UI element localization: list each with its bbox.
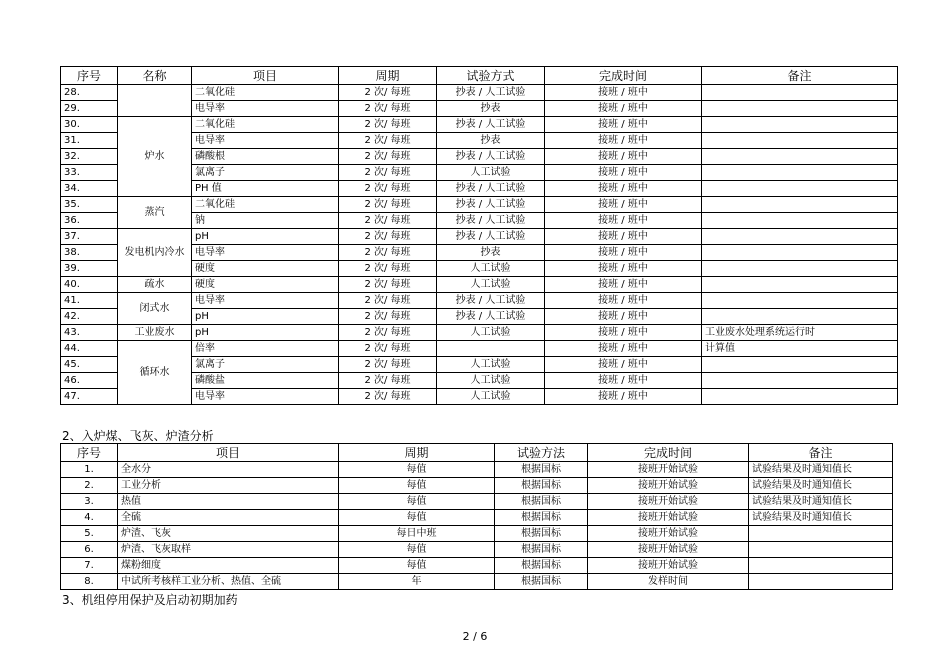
row-method: 人工试验 (437, 165, 545, 181)
row-time: 接班开始试验 (588, 526, 749, 542)
row-item: 钠 (192, 213, 339, 229)
row-number: 2. (61, 478, 118, 494)
header-cell: 备注 (749, 444, 893, 462)
row-time: 接班 / 班中 (545, 149, 702, 165)
row-note: 计算值 (702, 341, 898, 357)
table-row (61, 510, 893, 526)
row-period: 2 次/ 每班 (339, 117, 437, 133)
row-item: pH (192, 325, 339, 341)
row-method: 抄表 / 人工试验 (437, 181, 545, 197)
row-period: 2 次/ 每班 (339, 181, 437, 197)
row-item: 二氧化硅 (192, 117, 339, 133)
row-period: 2 次/ 每班 (339, 229, 437, 245)
row-note (702, 181, 898, 197)
row-method: 根据国标 (495, 526, 588, 542)
row-number: 3. (61, 494, 118, 510)
row-number: 5. (61, 526, 118, 542)
header-cell: 项目 (118, 444, 339, 462)
row-item: 二氧化硅 (192, 85, 339, 101)
row-item: 热值 (118, 494, 339, 510)
row-time: 发样时间 (588, 574, 749, 590)
header-cell: 项目 (192, 67, 339, 85)
table-row (61, 542, 893, 558)
page-number: 2 / 6 (462, 630, 488, 643)
row-period: 每值 (339, 462, 495, 478)
row-number: 4. (61, 510, 118, 526)
row-note (702, 373, 898, 389)
row-time: 接班 / 班中 (545, 309, 702, 325)
row-number: 42. (61, 309, 118, 325)
row-item: 磷酸盐 (192, 373, 339, 389)
row-note (749, 574, 893, 590)
row-note (749, 558, 893, 574)
header-cell: 序号 (61, 444, 118, 462)
row-number: 33. (61, 165, 118, 181)
row-item: 硬度 (192, 261, 339, 277)
row-period: 2 次/ 每班 (339, 213, 437, 229)
row-time: 接班 / 班中 (545, 245, 702, 261)
row-note (702, 197, 898, 213)
row-method: 抄表 / 人工试验 (437, 149, 545, 165)
row-time: 接班开始试验 (588, 542, 749, 558)
row-number: 8. (61, 574, 118, 590)
row-item: 二氧化硅 (192, 197, 339, 213)
row-period: 2 次/ 每班 (339, 85, 437, 101)
row-method: 根据国标 (495, 510, 588, 526)
row-note (702, 261, 898, 277)
row-item: 电导率 (192, 293, 339, 309)
row-time: 接班 / 班中 (545, 85, 702, 101)
row-number: 40. (61, 277, 118, 293)
row-time: 接班 / 班中 (545, 277, 702, 293)
row-note (702, 117, 898, 133)
row-item: 氯离子 (192, 165, 339, 181)
row-time: 接班 / 班中 (545, 341, 702, 357)
row-number: 39. (61, 261, 118, 277)
row-period: 2 次/ 每班 (339, 101, 437, 117)
row-note (702, 357, 898, 373)
row-item: 工业分析 (118, 478, 339, 494)
row-name: 发电机内冷水 (118, 229, 192, 277)
table-header-row (61, 67, 898, 85)
row-note (702, 213, 898, 229)
row-name: 工业废水 (118, 325, 192, 341)
table-row (61, 494, 893, 510)
row-period: 2 次/ 每班 (339, 277, 437, 293)
table-row (61, 85, 898, 101)
row-number: 44. (61, 341, 118, 357)
row-number: 30. (61, 117, 118, 133)
table-header-row (61, 444, 893, 462)
row-method: 人工试验 (437, 325, 545, 341)
row-item: 倍率 (192, 341, 339, 357)
row-method: 抄表 (437, 133, 545, 149)
row-number: 38. (61, 245, 118, 261)
row-time: 接班 / 班中 (545, 133, 702, 149)
table-row (61, 325, 898, 341)
row-method (437, 341, 545, 357)
row-period: 2 次/ 每班 (339, 245, 437, 261)
row-note: 试验结果及时通知值长 (749, 494, 893, 510)
row-period: 2 次/ 每班 (339, 293, 437, 309)
row-note (749, 542, 893, 558)
row-period: 2 次/ 每班 (339, 165, 437, 181)
row-period: 2 次/ 每班 (339, 325, 437, 341)
row-time: 接班 / 班中 (545, 261, 702, 277)
table-row (61, 197, 898, 213)
row-time: 接班 / 班中 (545, 117, 702, 133)
section-2-heading: 2、入炉煤、飞灰、炉渣分析 (62, 429, 214, 443)
row-note (702, 133, 898, 149)
row-method: 根据国标 (495, 494, 588, 510)
row-item: pH (192, 229, 339, 245)
row-item: 煤粉细度 (118, 558, 339, 574)
header-cell: 周期 (339, 67, 437, 85)
row-period: 2 次/ 每班 (339, 389, 437, 405)
row-period: 每值 (339, 558, 495, 574)
row-note: 试验结果及时通知值长 (749, 510, 893, 526)
row-period: 每值 (339, 510, 495, 526)
row-time: 接班 / 班中 (545, 101, 702, 117)
row-method: 抄表 / 人工试验 (437, 229, 545, 245)
row-name: 闭式水 (118, 293, 192, 325)
row-time: 接班开始试验 (588, 558, 749, 574)
row-period: 每值 (339, 478, 495, 494)
row-method: 抄表 / 人工试验 (437, 85, 545, 101)
row-number: 46. (61, 373, 118, 389)
row-number: 45. (61, 357, 118, 373)
row-method: 人工试验 (437, 277, 545, 293)
row-method: 抄表 / 人工试验 (437, 213, 545, 229)
row-item: 全水分 (118, 462, 339, 478)
row-period: 2 次/ 每班 (339, 133, 437, 149)
row-number: 47. (61, 389, 118, 405)
row-note (702, 277, 898, 293)
water-quality-table (60, 66, 898, 405)
row-time: 接班 / 班中 (545, 389, 702, 405)
row-method: 抄表 / 人工试验 (437, 117, 545, 133)
row-time: 接班 / 班中 (545, 229, 702, 245)
header-cell: 完成时间 (588, 444, 749, 462)
row-number: 1. (61, 462, 118, 478)
row-number: 28. (61, 85, 118, 101)
row-time: 接班 / 班中 (545, 213, 702, 229)
table-row (61, 574, 893, 590)
row-period: 2 次/ 每班 (339, 341, 437, 357)
row-note (702, 245, 898, 261)
row-item: 全硫 (118, 510, 339, 526)
row-number: 37. (61, 229, 118, 245)
row-note (702, 165, 898, 181)
header-cell: 试验方式 (437, 67, 545, 85)
row-number: 41. (61, 293, 118, 309)
row-number: 43. (61, 325, 118, 341)
table-row (61, 526, 893, 542)
row-note (702, 229, 898, 245)
row-period: 年 (339, 574, 495, 590)
row-note (702, 85, 898, 101)
row-time: 接班开始试验 (588, 462, 749, 478)
header-cell: 完成时间 (545, 67, 702, 85)
row-item: 电导率 (192, 133, 339, 149)
row-item: 电导率 (192, 389, 339, 405)
row-note: 工业废水处理系统运行时 (702, 325, 898, 341)
table-row (61, 117, 898, 133)
row-method: 根据国标 (495, 558, 588, 574)
row-time: 接班开始试验 (588, 494, 749, 510)
row-time: 接班开始试验 (588, 478, 749, 494)
row-method: 根据国标 (495, 574, 588, 590)
row-time: 接班 / 班中 (545, 165, 702, 181)
row-method: 人工试验 (437, 373, 545, 389)
row-item: 氯离子 (192, 357, 339, 373)
row-number: 36. (61, 213, 118, 229)
row-name: 蒸汽 (118, 197, 192, 229)
row-item: PH 值 (192, 181, 339, 197)
row-method: 根据国标 (495, 462, 588, 478)
coal-analysis-table (60, 443, 893, 590)
row-name: 循环水 (118, 341, 192, 405)
row-method: 抄表 / 人工试验 (437, 309, 545, 325)
row-method: 人工试验 (437, 357, 545, 373)
header-cell: 序号 (61, 67, 118, 85)
row-method: 根据国标 (495, 478, 588, 494)
row-method: 抄表 (437, 245, 545, 261)
row-period: 2 次/ 每班 (339, 261, 437, 277)
table-row (61, 293, 898, 309)
row-item: 硬度 (192, 277, 339, 293)
row-name: 炉水 (118, 117, 192, 197)
row-item: 电导率 (192, 245, 339, 261)
row-time: 接班 / 班中 (545, 293, 702, 309)
table-row (61, 229, 898, 245)
row-period: 每值 (339, 542, 495, 558)
table-row (61, 341, 898, 357)
row-period: 每值 (339, 494, 495, 510)
table-row (61, 462, 893, 478)
row-time: 接班 / 班中 (545, 197, 702, 213)
row-number: 35. (61, 197, 118, 213)
row-method: 人工试验 (437, 261, 545, 277)
row-note (702, 389, 898, 405)
row-time: 接班 / 班中 (545, 325, 702, 341)
row-time: 接班 / 班中 (545, 357, 702, 373)
row-item: 炉渣、飞灰 (118, 526, 339, 542)
row-method: 抄表 / 人工试验 (437, 197, 545, 213)
row-note: 试验结果及时通知值长 (749, 478, 893, 494)
row-note (702, 149, 898, 165)
row-method: 抄表 (437, 101, 545, 117)
row-method: 人工试验 (437, 389, 545, 405)
row-period: 2 次/ 每班 (339, 197, 437, 213)
header-cell: 备注 (702, 67, 898, 85)
row-time: 接班开始试验 (588, 510, 749, 526)
row-note (702, 101, 898, 117)
row-note (702, 293, 898, 309)
row-name (118, 85, 192, 117)
row-time: 接班 / 班中 (545, 181, 702, 197)
row-period: 2 次/ 每班 (339, 149, 437, 165)
row-period: 2 次/ 每班 (339, 373, 437, 389)
row-method: 抄表 / 人工试验 (437, 293, 545, 309)
row-number: 6. (61, 542, 118, 558)
row-time: 接班 / 班中 (545, 373, 702, 389)
row-number: 29. (61, 101, 118, 117)
row-number: 7. (61, 558, 118, 574)
row-number: 31. (61, 133, 118, 149)
row-note: 试验结果及时通知值长 (749, 462, 893, 478)
table-row (61, 277, 898, 293)
header-cell: 名称 (118, 67, 192, 85)
row-item: 炉渣、飞灰取样 (118, 542, 339, 558)
row-note (749, 526, 893, 542)
row-period: 2 次/ 每班 (339, 357, 437, 373)
table-row (61, 558, 893, 574)
row-item: pH (192, 309, 339, 325)
row-name: 疏水 (118, 277, 192, 293)
table-row (61, 478, 893, 494)
row-item: 电导率 (192, 101, 339, 117)
row-period: 2 次/ 每班 (339, 309, 437, 325)
row-item: 磷酸根 (192, 149, 339, 165)
section-3-heading: 3、机组停用保护及启动初期加药 (62, 593, 238, 607)
header-cell: 试验方法 (495, 444, 588, 462)
row-number: 34. (61, 181, 118, 197)
row-method: 根据国标 (495, 542, 588, 558)
row-item: 中试所考核样工业分析、热值、全硫 (118, 574, 339, 590)
row-period: 每日中班 (339, 526, 495, 542)
header-cell: 周期 (339, 444, 495, 462)
row-note (702, 309, 898, 325)
row-number: 32. (61, 149, 118, 165)
